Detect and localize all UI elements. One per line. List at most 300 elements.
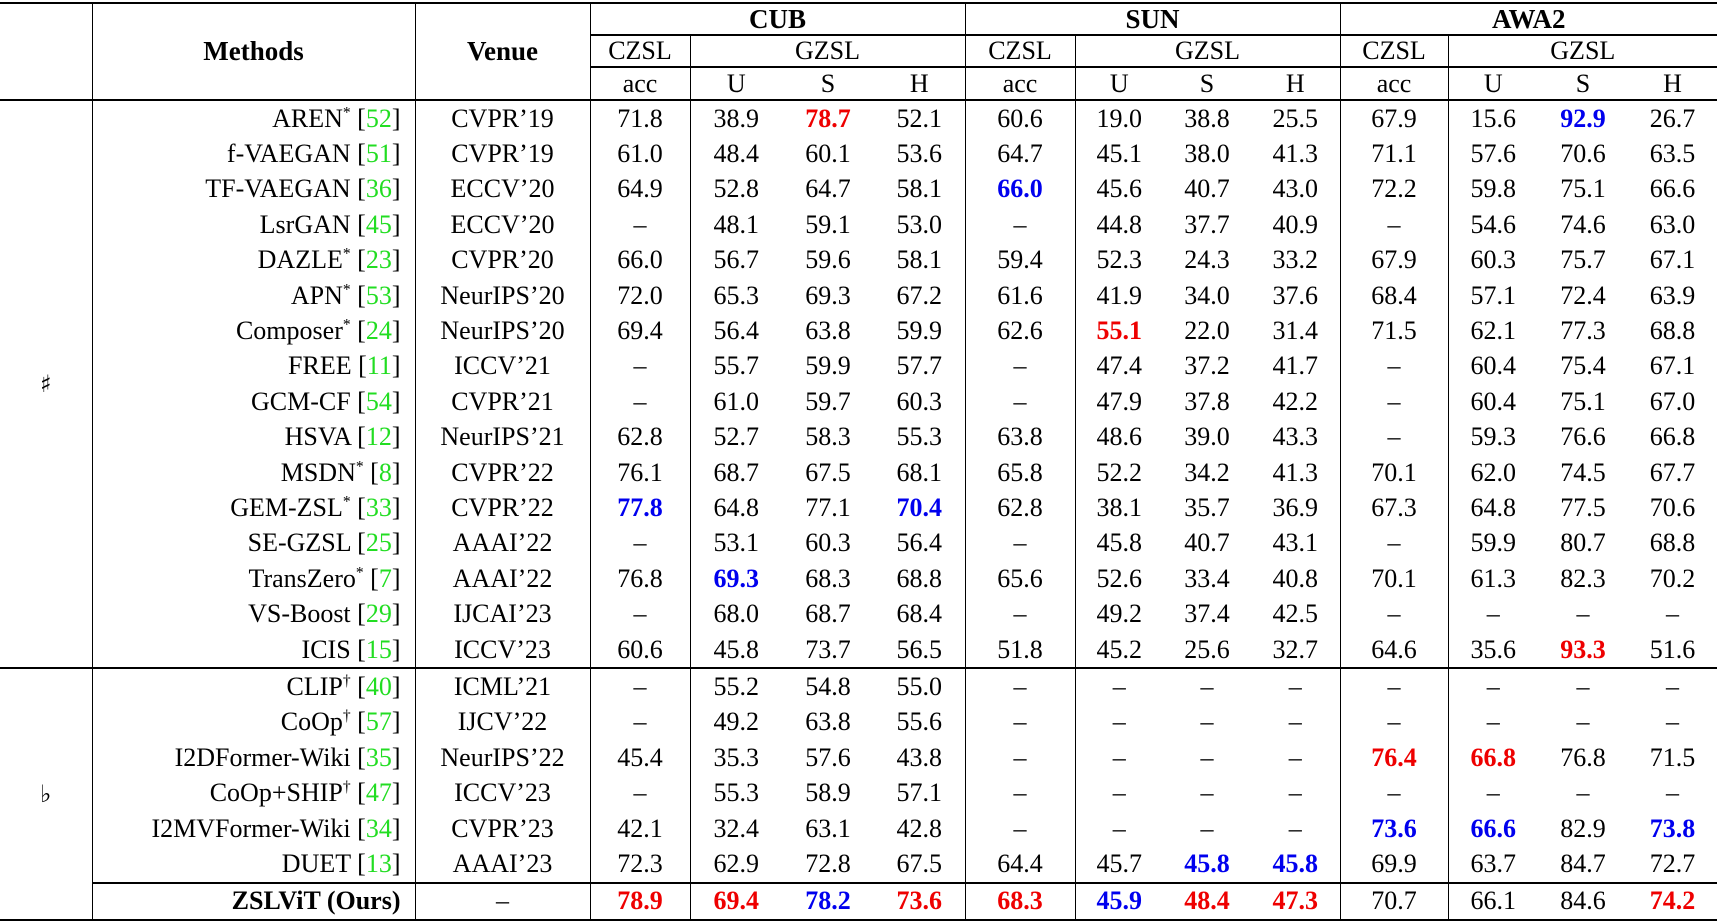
value-cell: 78.2 bbox=[782, 883, 874, 920]
value-cell: – bbox=[590, 705, 690, 740]
method-cell: AREN* [52] bbox=[92, 100, 415, 136]
value-cell: 38.1 bbox=[1075, 490, 1163, 525]
value-cell: 73.6 bbox=[874, 883, 965, 920]
value-cell: 77.1 bbox=[805, 492, 851, 522]
venue-cell: CVPR’22 bbox=[415, 490, 590, 525]
cub-acc-header: acc bbox=[590, 67, 690, 100]
value-cell: – bbox=[1200, 813, 1214, 843]
value-cell: 67.0 bbox=[1649, 386, 1696, 416]
value-cell: 60.4 bbox=[1448, 384, 1538, 419]
method-cell: CoOp† [57] bbox=[92, 705, 415, 740]
value-cell: 39.0 bbox=[1184, 422, 1230, 452]
value-cell: 34.2 bbox=[1184, 457, 1230, 487]
value-cell: 70.6 bbox=[1649, 492, 1696, 522]
table-row bbox=[0, 811, 1717, 846]
citation-number: 52 bbox=[365, 103, 392, 133]
value-cell: 24.3 bbox=[1184, 245, 1230, 275]
value-cell: 58.3 bbox=[805, 422, 851, 452]
value-cell: 55.3 bbox=[896, 422, 942, 452]
value-cell: 45.1 bbox=[1075, 136, 1163, 171]
value-cell: 72.0 bbox=[590, 278, 690, 313]
value-cell: 67.5 bbox=[896, 848, 942, 878]
value-cell: 57.7 bbox=[896, 351, 942, 381]
method-cell: VS-Boost [29] bbox=[92, 596, 415, 631]
value-cell: 59.8 bbox=[1448, 172, 1538, 207]
value-cell: – bbox=[1075, 740, 1163, 775]
value-cell: – bbox=[1628, 668, 1717, 704]
value-cell: 59.4 bbox=[965, 243, 1075, 278]
table-row bbox=[0, 207, 1717, 242]
method-cell: TF-VAEGAN [36] bbox=[92, 172, 415, 207]
value-cell: 45.2 bbox=[1075, 632, 1163, 668]
value-cell: 41.9 bbox=[1075, 278, 1163, 313]
venue-cell: CVPR’22 bbox=[415, 455, 590, 490]
value-cell: 76.1 bbox=[590, 455, 690, 490]
table-row bbox=[0, 172, 1717, 207]
value-cell: 76.8 bbox=[1560, 742, 1606, 772]
citation-number: 40 bbox=[365, 671, 392, 701]
value-cell: 65.3 bbox=[690, 278, 782, 313]
value-cell: – bbox=[1288, 813, 1302, 843]
value-cell: 42.2 bbox=[1272, 386, 1319, 416]
value-cell: 55.7 bbox=[690, 349, 782, 384]
value-cell: – bbox=[1448, 705, 1538, 740]
venue-cell: AAAI’23 bbox=[415, 846, 590, 882]
value-cell: 52.8 bbox=[690, 172, 782, 207]
venue-cell: ICML’21 bbox=[415, 668, 590, 704]
value-cell: 56.7 bbox=[690, 243, 782, 278]
table-row bbox=[0, 243, 1717, 278]
venue-cell: CVPR’19 bbox=[415, 136, 590, 171]
results-table bbox=[0, 2, 1717, 921]
value-cell: 53.0 bbox=[896, 209, 942, 239]
value-cell: 76.4 bbox=[1340, 740, 1448, 775]
value-cell: – bbox=[1340, 349, 1448, 384]
value-cell: – bbox=[965, 526, 1075, 561]
venue-cell: ECCV’20 bbox=[415, 172, 590, 207]
value-cell: 38.0 bbox=[1184, 139, 1230, 169]
value-cell: 33.2 bbox=[1272, 245, 1319, 275]
value-cell: 68.3 bbox=[805, 563, 851, 593]
value-cell: – bbox=[1340, 384, 1448, 419]
method-cell: CLIP† [40] bbox=[92, 668, 415, 704]
table-row bbox=[0, 561, 1717, 596]
venue-cell: ICCV’23 bbox=[415, 632, 590, 668]
value-cell: 67.7 bbox=[1649, 457, 1696, 487]
value-cell: 41.3 bbox=[1272, 457, 1319, 487]
venue-cell: ICCV’23 bbox=[415, 775, 590, 810]
value-cell: 59.7 bbox=[805, 386, 851, 416]
value-cell: 43.3 bbox=[1272, 422, 1319, 452]
table-row bbox=[0, 668, 1717, 704]
value-cell: 64.4 bbox=[965, 846, 1075, 882]
method-cell: SE-GZSL [25] bbox=[92, 526, 415, 561]
value-cell: 58.1 bbox=[896, 174, 942, 204]
value-cell: 57.6 bbox=[805, 742, 851, 772]
citation-number: 13 bbox=[365, 848, 392, 878]
value-cell: 47.3 bbox=[1251, 883, 1340, 920]
value-cell: 63.0 bbox=[1649, 209, 1696, 239]
method-cell: TransZero* [7] bbox=[92, 561, 415, 596]
value-cell: 62.1 bbox=[1448, 313, 1538, 348]
venue-cell: AAAI’22 bbox=[415, 561, 590, 596]
value-cell: 64.7 bbox=[805, 174, 851, 204]
col-header-methods: Methods bbox=[92, 3, 415, 100]
value-cell: 67.1 bbox=[1649, 245, 1696, 275]
col-header-venue: Venue bbox=[415, 3, 590, 100]
cub-czsl-header: CZSL bbox=[590, 35, 690, 67]
value-cell: – bbox=[1340, 420, 1448, 455]
citation-number: 36 bbox=[365, 174, 392, 204]
dataset-header-awa2: AWA2 bbox=[1340, 3, 1717, 35]
value-cell: 54.6 bbox=[1448, 207, 1538, 242]
value-cell: 61.6 bbox=[965, 278, 1075, 313]
value-cell: 42.1 bbox=[590, 811, 690, 846]
value-cell: – bbox=[1666, 778, 1680, 808]
method-cell: I2MVFormer-Wiki [34] bbox=[92, 811, 415, 846]
citation-number: 7 bbox=[378, 563, 392, 593]
value-cell: 68.8 bbox=[1649, 528, 1696, 558]
venue-cell: CVPR’21 bbox=[415, 384, 590, 419]
value-cell: 72.3 bbox=[590, 846, 690, 882]
table-row bbox=[0, 100, 1717, 136]
value-cell: 38.9 bbox=[690, 100, 782, 136]
value-cell: 68.1 bbox=[896, 457, 942, 487]
value-cell: 92.9 bbox=[1560, 103, 1606, 133]
value-cell: 80.7 bbox=[1560, 528, 1606, 558]
value-cell: 64.7 bbox=[965, 136, 1075, 171]
value-cell: 40.7 bbox=[1184, 528, 1230, 558]
value-cell: 33.4 bbox=[1184, 563, 1230, 593]
method-cell: CoOp+SHIP† [47] bbox=[92, 775, 415, 810]
citation-number: 25 bbox=[365, 528, 392, 558]
value-cell: 74.5 bbox=[1560, 457, 1606, 487]
value-cell: 76.6 bbox=[1560, 422, 1606, 452]
value-cell: 31.4 bbox=[1272, 316, 1319, 346]
value-cell: – bbox=[1075, 811, 1163, 846]
value-cell: – bbox=[1075, 775, 1163, 810]
value-cell: 41.7 bbox=[1272, 351, 1319, 381]
value-cell: 40.7 bbox=[1184, 174, 1230, 204]
value-cell: 43.1 bbox=[1272, 528, 1319, 558]
value-cell: 71.1 bbox=[1340, 136, 1448, 171]
method-cell: GCM-CF [54] bbox=[92, 384, 415, 419]
citation-number: 12 bbox=[365, 422, 392, 452]
value-cell: 75.7 bbox=[1560, 245, 1606, 275]
value-cell: 62.8 bbox=[590, 420, 690, 455]
value-cell: 64.9 bbox=[590, 172, 690, 207]
value-cell: – bbox=[1163, 668, 1251, 704]
value-cell: 77.8 bbox=[590, 490, 690, 525]
method-cell: ICIS [15] bbox=[92, 632, 415, 668]
value-cell: 53.1 bbox=[690, 526, 782, 561]
value-cell: 63.8 bbox=[805, 316, 851, 346]
value-cell: – bbox=[965, 705, 1075, 740]
value-cell: 71.8 bbox=[590, 100, 690, 136]
cub-h-header: H bbox=[874, 67, 965, 100]
value-cell: 66.8 bbox=[1649, 422, 1696, 452]
value-cell: 62.8 bbox=[965, 490, 1075, 525]
venue-cell: CVPR’19 bbox=[415, 100, 590, 136]
value-cell: 34.0 bbox=[1184, 280, 1230, 310]
value-cell: 58.9 bbox=[805, 778, 851, 808]
header-row-datasets bbox=[0, 3, 1717, 35]
awa2-gzsl-header: GZSL bbox=[1448, 35, 1717, 67]
value-cell: 51.6 bbox=[1649, 634, 1696, 664]
value-cell: 70.6 bbox=[1560, 139, 1606, 169]
value-cell: – bbox=[1340, 668, 1448, 704]
dataset-header-cub: CUB bbox=[590, 3, 965, 35]
value-cell: 32.7 bbox=[1272, 634, 1319, 664]
value-cell: 72.2 bbox=[1340, 172, 1448, 207]
value-cell: 66.0 bbox=[590, 243, 690, 278]
method-cell: APN* [53] bbox=[92, 278, 415, 313]
cub-gzsl-header: GZSL bbox=[690, 35, 965, 67]
final-row bbox=[0, 883, 1717, 920]
value-cell: 75.4 bbox=[1560, 351, 1606, 381]
value-cell: 67.1 bbox=[1649, 351, 1696, 381]
value-cell: 71.5 bbox=[1340, 313, 1448, 348]
value-cell: 55.1 bbox=[1075, 313, 1163, 348]
value-cell: 63.8 bbox=[805, 707, 851, 737]
value-cell: – bbox=[1200, 707, 1214, 737]
table-row bbox=[0, 384, 1717, 419]
citation-number: 29 bbox=[365, 599, 392, 629]
method-cell: I2DFormer-Wiki [35] bbox=[92, 740, 415, 775]
value-cell: 64.8 bbox=[1448, 490, 1538, 525]
value-cell: 66.6 bbox=[1649, 174, 1696, 204]
value-cell: 60.6 bbox=[590, 632, 690, 668]
value-cell: 63.1 bbox=[805, 813, 851, 843]
value-cell: 68.4 bbox=[1340, 278, 1448, 313]
value-cell: 69.4 bbox=[590, 313, 690, 348]
group-symbol-header bbox=[0, 3, 92, 100]
value-cell: 69.3 bbox=[690, 561, 782, 596]
value-cell: 40.8 bbox=[1272, 563, 1319, 593]
value-cell: 54.8 bbox=[782, 668, 874, 704]
value-cell: 84.6 bbox=[1538, 883, 1628, 920]
value-cell: 22.0 bbox=[1184, 316, 1230, 346]
value-cell: 41.3 bbox=[1272, 139, 1319, 169]
citation-number: 47 bbox=[365, 778, 392, 808]
value-cell: 61.0 bbox=[590, 136, 690, 171]
citation-number: 54 bbox=[365, 386, 392, 416]
value-cell: – bbox=[965, 596, 1075, 631]
sun-gzsl-header: GZSL bbox=[1075, 35, 1340, 67]
value-cell: 70.4 bbox=[896, 492, 942, 522]
value-cell: 53.6 bbox=[896, 139, 942, 169]
value-cell: – bbox=[965, 668, 1075, 704]
method-cell: FREE [11] bbox=[92, 349, 415, 384]
value-cell: 45.9 bbox=[1075, 883, 1163, 920]
value-cell: 66.1 bbox=[1448, 883, 1538, 920]
value-cell: – bbox=[965, 811, 1075, 846]
citation-number: 8 bbox=[378, 457, 392, 487]
value-cell: – bbox=[1340, 207, 1448, 242]
method-cell: f-VAEGAN [51] bbox=[92, 136, 415, 171]
value-cell: 64.8 bbox=[690, 490, 782, 525]
venue-cell: NeurIPS’20 bbox=[415, 278, 590, 313]
value-cell: 55.0 bbox=[874, 668, 965, 704]
sun-acc-header: acc bbox=[965, 67, 1075, 100]
value-cell: 37.7 bbox=[1184, 209, 1230, 239]
value-cell: 43.8 bbox=[896, 742, 942, 772]
value-cell: 48.1 bbox=[690, 207, 782, 242]
value-cell: – bbox=[1448, 775, 1538, 810]
value-cell: 71.5 bbox=[1649, 742, 1696, 772]
value-cell: 68.8 bbox=[1649, 316, 1696, 346]
value-cell: – bbox=[1576, 599, 1590, 629]
value-cell: 19.0 bbox=[1075, 100, 1163, 136]
table-header bbox=[0, 3, 1717, 100]
value-cell: 60.3 bbox=[896, 386, 942, 416]
value-cell: 68.7 bbox=[805, 599, 851, 629]
value-cell: 35.6 bbox=[1448, 632, 1538, 668]
value-cell: 55.2 bbox=[690, 668, 782, 704]
value-cell: 74.6 bbox=[1560, 209, 1606, 239]
method-cell: DUET [13] bbox=[92, 846, 415, 882]
value-cell: 63.8 bbox=[965, 420, 1075, 455]
citation-number: 15 bbox=[365, 634, 392, 664]
value-cell: 47.4 bbox=[1075, 349, 1163, 384]
method-cell: DAZLE* [23] bbox=[92, 243, 415, 278]
value-cell: 57.1 bbox=[1448, 278, 1538, 313]
venue-cell: NeurIPS’20 bbox=[415, 313, 590, 348]
dataset-header-sun: SUN bbox=[965, 3, 1340, 35]
value-cell: – bbox=[965, 740, 1075, 775]
value-cell: 67.5 bbox=[805, 457, 851, 487]
table-row bbox=[0, 740, 1717, 775]
value-cell: 45.7 bbox=[1075, 846, 1163, 882]
value-cell: 66.0 bbox=[965, 172, 1075, 207]
value-cell: – bbox=[965, 775, 1075, 810]
value-cell: – bbox=[1251, 668, 1340, 704]
value-cell: – bbox=[965, 349, 1075, 384]
value-cell: 57.6 bbox=[1448, 136, 1538, 171]
value-cell: 38.8 bbox=[1184, 103, 1230, 133]
value-cell: – bbox=[590, 384, 690, 419]
table-row bbox=[0, 455, 1717, 490]
value-cell: 67.9 bbox=[1340, 243, 1448, 278]
value-cell: 73.7 bbox=[805, 634, 851, 664]
table-row bbox=[0, 632, 1717, 668]
value-cell: 60.4 bbox=[1448, 349, 1538, 384]
value-cell: 55.6 bbox=[896, 707, 942, 737]
citation-number: 34 bbox=[365, 813, 392, 843]
value-cell: 45.8 bbox=[1184, 848, 1230, 878]
value-cell: 48.4 bbox=[1163, 883, 1251, 920]
citation-number: 53 bbox=[365, 280, 392, 310]
value-cell: – bbox=[1666, 707, 1680, 737]
value-cell: 82.9 bbox=[1560, 813, 1606, 843]
value-cell: 67.2 bbox=[896, 280, 942, 310]
value-cell: 72.7 bbox=[1649, 848, 1696, 878]
venue-cell: ECCV’20 bbox=[415, 207, 590, 242]
value-cell: 51.8 bbox=[965, 632, 1075, 668]
value-cell: 59.9 bbox=[805, 351, 851, 381]
table-body bbox=[0, 100, 1717, 920]
value-cell: 73.6 bbox=[1340, 811, 1448, 846]
value-cell: 42.8 bbox=[896, 813, 942, 843]
value-cell: 67.3 bbox=[1340, 490, 1448, 525]
value-cell: 76.8 bbox=[590, 561, 690, 596]
value-cell: 37.2 bbox=[1184, 351, 1230, 381]
table-row bbox=[0, 526, 1717, 561]
value-cell: 40.9 bbox=[1272, 209, 1319, 239]
value-cell: 52.3 bbox=[1075, 243, 1163, 278]
value-cell: 59.6 bbox=[805, 245, 851, 275]
value-cell: 61.3 bbox=[1448, 561, 1538, 596]
value-cell: – bbox=[1340, 705, 1448, 740]
value-cell: 56.4 bbox=[896, 528, 942, 558]
value-cell: – bbox=[1538, 668, 1628, 704]
method-cell: ZSLViT (Ours) bbox=[92, 883, 415, 920]
value-cell: 45.4 bbox=[590, 740, 690, 775]
value-cell: 36.9 bbox=[1272, 492, 1319, 522]
value-cell: 69.9 bbox=[1340, 846, 1448, 882]
value-cell: 77.3 bbox=[1560, 316, 1606, 346]
value-cell: 70.2 bbox=[1649, 563, 1696, 593]
citation-number: 45 bbox=[365, 209, 392, 239]
venue-cell: CVPR’23 bbox=[415, 811, 590, 846]
value-cell: – bbox=[965, 384, 1075, 419]
value-cell: 52.6 bbox=[1075, 561, 1163, 596]
value-cell: – bbox=[1666, 599, 1680, 629]
value-cell: 42.5 bbox=[1272, 599, 1319, 629]
value-cell: 78.9 bbox=[590, 883, 690, 920]
citation-number: 33 bbox=[365, 492, 392, 522]
method-cell: HSVA [12] bbox=[92, 420, 415, 455]
value-cell: 48.6 bbox=[1075, 420, 1163, 455]
value-cell: 78.7 bbox=[805, 103, 851, 133]
value-cell: 45.8 bbox=[690, 632, 782, 668]
venue-cell: IJCV’22 bbox=[415, 705, 590, 740]
value-cell: 25.5 bbox=[1272, 103, 1319, 133]
value-cell: 68.8 bbox=[896, 563, 942, 593]
value-cell: 62.9 bbox=[690, 846, 782, 882]
cub-s-header: S bbox=[782, 67, 874, 100]
value-cell: 61.0 bbox=[690, 384, 782, 419]
value-cell: 43.0 bbox=[1272, 174, 1319, 204]
sun-u-header: U bbox=[1075, 67, 1163, 100]
table-row bbox=[0, 846, 1717, 882]
table-row bbox=[0, 349, 1717, 384]
value-cell: 60.3 bbox=[1448, 243, 1538, 278]
value-cell: – bbox=[1200, 742, 1214, 772]
value-cell: 93.3 bbox=[1560, 634, 1606, 664]
value-cell: 15.6 bbox=[1448, 100, 1538, 136]
value-cell: 60.3 bbox=[805, 528, 851, 558]
value-cell: 59.3 bbox=[1448, 420, 1538, 455]
value-cell: 70.1 bbox=[1340, 455, 1448, 490]
value-cell: 45.6 bbox=[1075, 172, 1163, 207]
value-cell: – bbox=[1340, 775, 1448, 810]
table-row bbox=[0, 278, 1717, 313]
value-cell: 52.1 bbox=[896, 103, 942, 133]
value-cell: 62.6 bbox=[965, 313, 1075, 348]
value-cell: – bbox=[1075, 668, 1163, 704]
value-cell: 37.8 bbox=[1184, 386, 1230, 416]
citation-number: 24 bbox=[365, 316, 392, 346]
value-cell: 35.3 bbox=[690, 740, 782, 775]
value-cell: 56.4 bbox=[690, 313, 782, 348]
venue-cell: ICCV’21 bbox=[415, 349, 590, 384]
table-row bbox=[0, 705, 1717, 740]
awa2-h-header: H bbox=[1628, 67, 1717, 100]
value-cell: 32.4 bbox=[690, 811, 782, 846]
value-cell: – bbox=[590, 526, 690, 561]
value-cell: 69.3 bbox=[805, 280, 851, 310]
